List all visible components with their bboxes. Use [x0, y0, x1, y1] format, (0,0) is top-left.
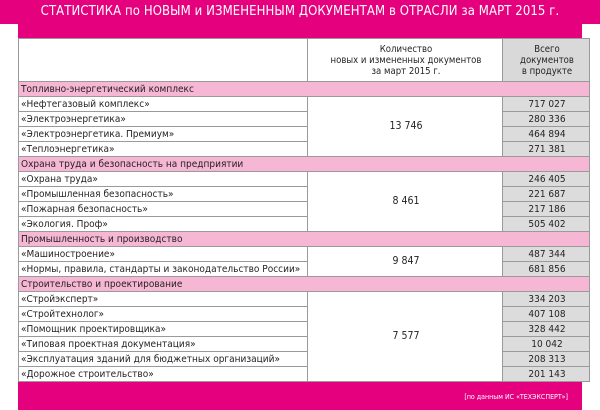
section-row [19, 82, 590, 97]
table-row [19, 322, 590, 337]
total-documents-cell: 487 344 [503, 247, 590, 262]
page-title: СТАТИСТИКА по НОВЫМ и ИЗМЕНЕННЫМ ДОКУМЕНТАМ в ОТРАСЛИ за МАРТ 2015 г. [0, 0, 600, 24]
product-name-cell: «Машиностроение» [19, 247, 308, 262]
total-documents-cell: 217 186 [503, 202, 590, 217]
product-name-cell: «Эксплуатация зданий для бюджетных организаций» [19, 352, 308, 367]
table-row [19, 337, 590, 352]
product-name-cell: «Охрана труда» [19, 172, 308, 187]
section-row [19, 157, 590, 172]
product-name-cell: «Нефтегазовый комплекс» [19, 97, 308, 112]
product-name-cell: «Теплоэнергетика» [19, 142, 308, 157]
header-empty-cell [19, 39, 308, 82]
new-documents-count-cell: 13 746 [308, 97, 503, 157]
header-total-line-3: в продукте [521, 65, 573, 77]
product-name-cell: «Нормы, правила, стандарты и законодательство России» [19, 262, 308, 277]
section-title: Промышленность и производство [19, 232, 590, 247]
table-row [19, 307, 590, 322]
total-documents-cell: 407 108 [503, 307, 590, 322]
section-title: Охрана труда и безопасность на предприятии [19, 157, 590, 172]
table-header-row [19, 39, 590, 82]
product-name-cell: «Электроэнергетика» [19, 112, 308, 127]
table-row [19, 172, 590, 187]
source-note: [по данным ИС «ТЕХЭКСПЕРТ»] [464, 393, 568, 401]
product-name-cell: «Электроэнергетика. Премиум» [19, 127, 308, 142]
header-count-cell [308, 39, 503, 82]
section-row [19, 277, 590, 292]
header-total-line-2: документов [520, 54, 574, 66]
total-documents-cell: 328 442 [503, 322, 590, 337]
header-total-line-1: Всего [534, 43, 560, 55]
total-documents-cell: 717 027 [503, 97, 590, 112]
product-name-cell: «Типовая проектная документация» [19, 337, 308, 352]
header-count-line-1: Количество [379, 43, 433, 55]
product-name-cell: «Стройтехнолог» [19, 307, 308, 322]
product-name-cell: «Промышленная безопасность» [19, 187, 308, 202]
table-row [19, 187, 590, 202]
section-row [19, 232, 590, 247]
statistics-table [18, 38, 590, 382]
product-name-cell: «Дорожное строительство» [19, 367, 308, 382]
table-row [19, 142, 590, 157]
table-body [19, 39, 590, 382]
table-row [19, 127, 590, 142]
new-documents-count-cell: 7 577 [308, 292, 503, 382]
header-total-cell [503, 39, 590, 82]
table-row [19, 352, 590, 367]
header-count-line-2: новых и измененных документов [330, 54, 482, 66]
product-name-cell: «Экология. Проф» [19, 217, 308, 232]
table-row [19, 202, 590, 217]
new-documents-count-cell: 8 461 [308, 172, 503, 232]
table-row [19, 292, 590, 307]
total-documents-cell: 464 894 [503, 127, 590, 142]
section-title: Строительство и проектирование [19, 277, 590, 292]
new-documents-count-cell: 9 847 [308, 247, 503, 277]
table-row [19, 247, 590, 262]
product-name-cell: «Пожарная безопасность» [19, 202, 308, 217]
total-documents-cell: 10 042 [503, 337, 590, 352]
table-row [19, 112, 590, 127]
total-documents-cell: 201 143 [503, 367, 590, 382]
total-documents-cell: 271 381 [503, 142, 590, 157]
table-row [19, 217, 590, 232]
total-documents-cell: 280 336 [503, 112, 590, 127]
table-row [19, 367, 590, 382]
total-documents-cell: 681 856 [503, 262, 590, 277]
total-documents-cell: 208 313 [503, 352, 590, 367]
total-documents-cell: 221 687 [503, 187, 590, 202]
product-name-cell: «Стройэксперт» [19, 292, 308, 307]
total-documents-cell: 334 203 [503, 292, 590, 307]
header-count-line-3: за март 2015 г. [371, 65, 441, 77]
table-row [19, 97, 590, 112]
section-title: Топливно-энергетический комплекс [19, 82, 590, 97]
total-documents-cell: 246 405 [503, 172, 590, 187]
table-row [19, 262, 590, 277]
total-documents-cell: 505 402 [503, 217, 590, 232]
product-name-cell: «Помощник проектировщика» [19, 322, 308, 337]
